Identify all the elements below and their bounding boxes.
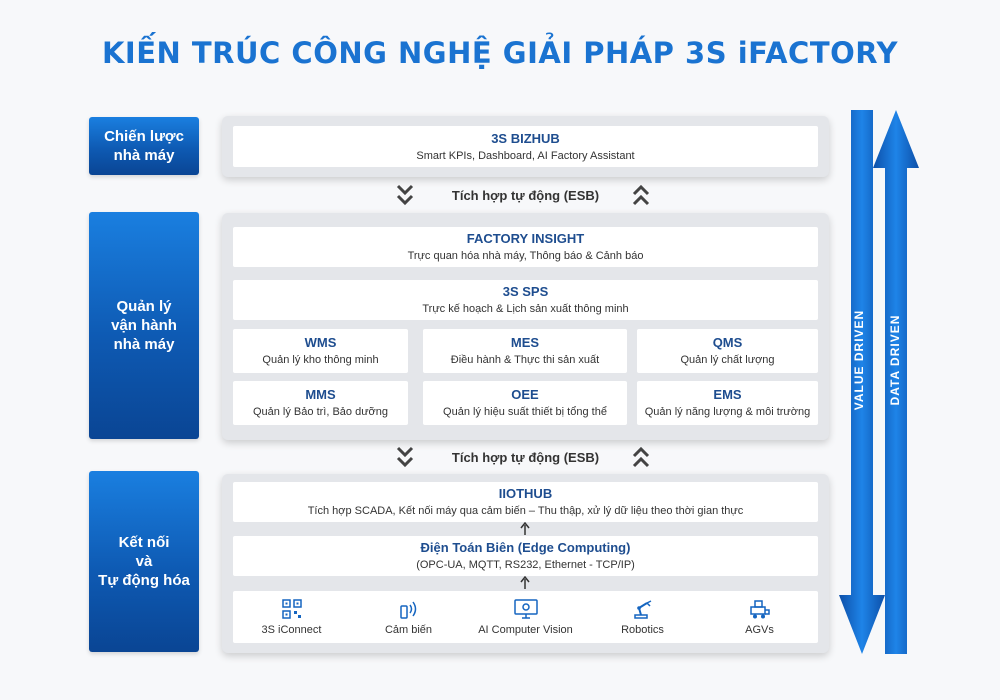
module-subtitle: Quản lý năng lượng & môi trường <box>644 406 811 418</box>
device-sensor[interactable] <box>354 598 464 636</box>
layer-label-line: và <box>135 553 153 570</box>
value-driven-label: VALUE DRIVEN <box>852 309 866 411</box>
layer-label-line: vận hành <box>111 317 177 334</box>
edge-subtitle: (OPC-UA, MQTT, RS232, Ethernet - TCP/IP) <box>416 559 635 571</box>
bizhub-title: 3S BIZHUB <box>491 130 560 146</box>
module-oee-box[interactable] <box>423 381 627 425</box>
device-computer-vision[interactable] <box>471 598 581 636</box>
layer-label-line: nhà máy <box>113 336 175 353</box>
esb-label: Tích hợp tự động (ESB) <box>451 187 600 203</box>
module-wms-box[interactable] <box>233 329 408 373</box>
sensor-wave-icon <box>397 598 421 620</box>
double-chevron-up-icon <box>632 184 650 206</box>
module-title: MMS <box>305 387 336 402</box>
sps-subtitle: Trực kế hoạch & Lịch sản xuất thông minh <box>422 303 629 315</box>
esb-connector-top <box>222 183 829 207</box>
bizhub-subtitle: Smart KPIs, Dashboard, AI Factory Assistant <box>416 149 635 162</box>
module-ems-box[interactable] <box>637 381 818 425</box>
device-robotics[interactable] <box>588 598 698 636</box>
iiothub-subtitle: Tích hợp SCADA, Kết nối máy qua cảm biến – Thu thập, xử lý dữ liệu theo thời gian thực <box>307 505 744 517</box>
module-subtitle: Điều hành & Thực thi sản xuất <box>450 354 600 366</box>
data-driven-label: DATA DRIVEN <box>888 314 902 406</box>
layer-label-line: Quản lý <box>116 298 172 315</box>
module-mes-box[interactable] <box>423 329 627 373</box>
factory-insight-box[interactable] <box>233 227 818 267</box>
device-label: Cảm biến <box>384 624 433 636</box>
robot-arm-icon <box>631 598 655 620</box>
double-chevron-up-icon <box>632 446 650 468</box>
qr-chip-icon <box>281 598 303 620</box>
esb-label: Tích hợp tự động (ESB) <box>451 449 600 465</box>
agv-vehicle-icon <box>748 598 772 620</box>
operations-panel <box>222 213 829 440</box>
device-iconnect[interactable] <box>237 598 347 636</box>
iiothub-box[interactable] <box>233 482 818 522</box>
edge-title: Điện Toán Biên (Edge Computing) <box>420 540 631 555</box>
layer-label-line: Kết nối <box>118 534 170 551</box>
connectivity-panel <box>222 474 829 653</box>
device-label: Robotics <box>621 624 664 636</box>
double-chevron-down-icon <box>396 184 414 206</box>
layer-label-line: Tự động hóa <box>98 572 190 589</box>
edge-computing-box[interactable] <box>233 536 818 576</box>
esb-connector-bottom <box>222 445 829 469</box>
sps-title: 3S SPS <box>502 284 549 299</box>
module-title: WMS <box>304 335 337 350</box>
factory-insight-title: FACTORY INSIGHT <box>466 231 585 246</box>
layer-label-operations <box>89 212 199 439</box>
device-label: 3S iConnect <box>261 624 322 636</box>
iiothub-title: IIOTHUB <box>498 486 553 501</box>
layer-label-connectivity <box>89 471 199 652</box>
devices-box <box>233 591 818 643</box>
layer-label-line: Chiến lược <box>104 128 184 145</box>
strategy-panel <box>222 116 829 177</box>
module-subtitle: Quản lý Bảo trì, Bảo dưỡng <box>252 406 389 418</box>
module-qms-box[interactable] <box>637 329 818 373</box>
module-mms-box[interactable] <box>233 381 408 425</box>
device-label: AI Computer Vision <box>478 624 573 636</box>
layer-label-line: nhà máy <box>113 147 175 164</box>
bizhub-box[interactable] <box>233 126 818 167</box>
layer-label-strategy <box>89 117 199 175</box>
double-chevron-down-icon <box>396 446 414 468</box>
page-title: KIẾN TRÚC CÔNG NGHỆ GIẢI PHÁP 3S iFACTORY <box>101 36 899 70</box>
device-label: AGVs <box>745 624 774 636</box>
module-title: OEE <box>511 387 539 402</box>
device-agvs[interactable] <box>705 598 815 636</box>
module-title: QMS <box>712 335 743 350</box>
arrow-up-icon <box>515 522 535 536</box>
module-subtitle: Quản lý kho thông minh <box>262 354 379 366</box>
factory-insight-subtitle: Trực quan hóa nhà máy, Thông báo & Cảnh báo <box>407 250 644 262</box>
module-title: EMS <box>713 387 742 402</box>
arrow-up-icon <box>515 576 535 590</box>
module-subtitle: Quản lý hiệu suất thiết bị tổng thể <box>443 406 607 418</box>
module-subtitle: Quản lý chất lượng <box>680 354 775 366</box>
module-title: MES <box>510 335 540 350</box>
monitor-vision-icon <box>513 598 539 620</box>
sps-box[interactable] <box>233 280 818 320</box>
